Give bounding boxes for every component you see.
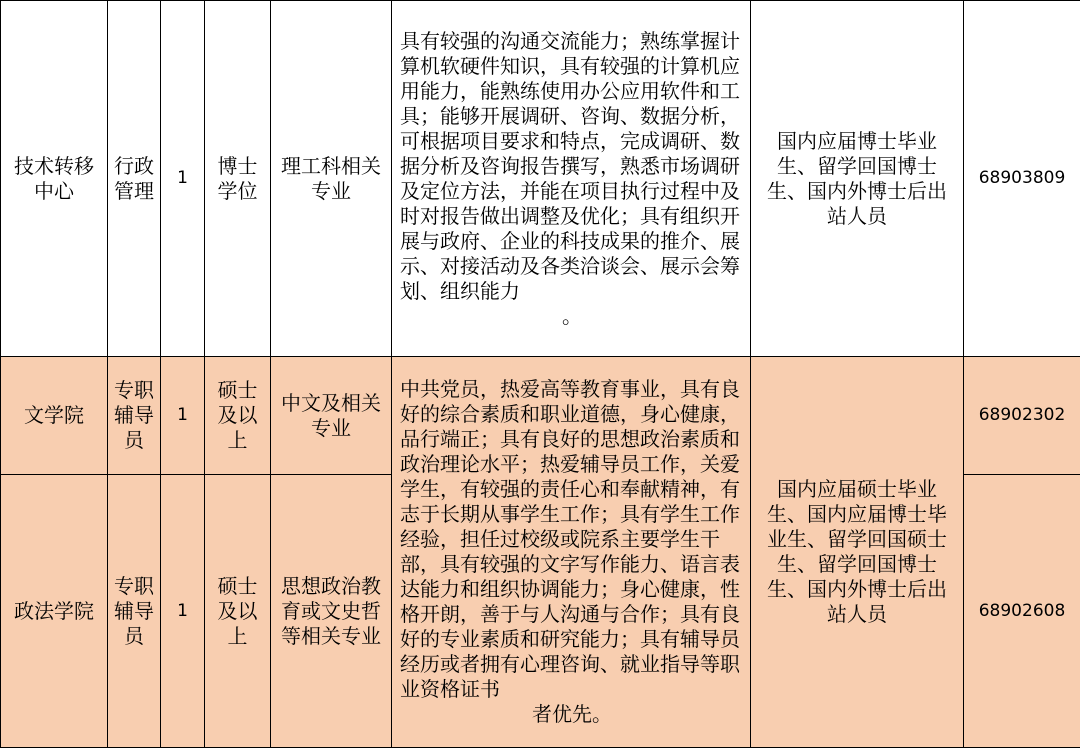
- table-row: [1, 357, 1080, 475]
- requirements-text-end: 者优先。: [400, 702, 744, 727]
- major-cell: 理工科相关专业: [271, 1, 392, 357]
- requirements-cell: [392, 357, 751, 748]
- source-cell: 国内应届硕士毕业生、国内应届博士毕业生、留学回国硕士生、留学回国博士生、国内外博士后出站人员: [751, 357, 964, 748]
- phone-cell: 68902302: [964, 357, 1080, 475]
- major-cell: 中文及相关专业: [271, 357, 392, 475]
- degree-cell: 硕士及以上: [205, 475, 271, 748]
- requirements-text: 具有较强的沟通交流能力；熟练掌握计算机软硬件知识，具有较强的计算机应用能力，能熟练使用办公应用软件和工具；能够开展调研、咨询、数据分析，可根据项目要求和特点，完成调研、数据分析及咨询报告撰写，熟悉市场调研及定位方法，并能在项目执行过程中及时对报告做出调整及优化；具有组织开展与政府、企业的科技成果的推介、展示、对接活动及各类洽谈会、展示会筹划、组织能力: [400, 29, 740, 303]
- count-cell: 1: [161, 357, 205, 475]
- unit-cell: 文学院: [1, 357, 108, 475]
- phone-cell: 68902608: [964, 475, 1080, 748]
- post-cell: 专职辅导员: [108, 357, 161, 475]
- unit-cell: 技术转移中心: [1, 1, 108, 357]
- post-cell: 行政管理: [108, 1, 161, 357]
- source-cell: 国内应届博士毕业生、留学回国博士生、国内外博士后出站人员: [751, 1, 964, 357]
- unit-cell: 政法学院: [1, 475, 108, 748]
- major-cell: 思想政治教育或文史哲等相关专业: [271, 475, 392, 748]
- degree-cell: 博士学位: [205, 1, 271, 357]
- requirements-text-end: 。: [400, 304, 744, 329]
- phone-cell: 68903809: [964, 1, 1080, 357]
- post-cell: 专职辅导员: [108, 475, 161, 748]
- requirements-text: 中共党员，热爱高等教育事业，具有良好的综合素质和职业道德，身心健康，品行端正；具有良好的思想政治素质和政治理论水平；热爱辅导员工作，关爱学生，有较强的责任心和奉献精神，有志于长期从事学生工作；具有学生工作经验，担任过校级或院系主要学生干部，具有较强的文字写作能力、语言表达能力和组织协调能力；身心健康，性格开朗，善于与人沟通与合作；具有良好的专业素质和研究能力；具有辅导员经历或者拥有心理咨询、就业指导等职业资格证书: [400, 377, 740, 701]
- count-cell: 1: [161, 1, 205, 357]
- count-cell: 1: [161, 475, 205, 748]
- requirements-cell: [392, 1, 751, 357]
- degree-cell: 硕士及以上: [205, 357, 271, 475]
- table-row: [1, 1, 1080, 357]
